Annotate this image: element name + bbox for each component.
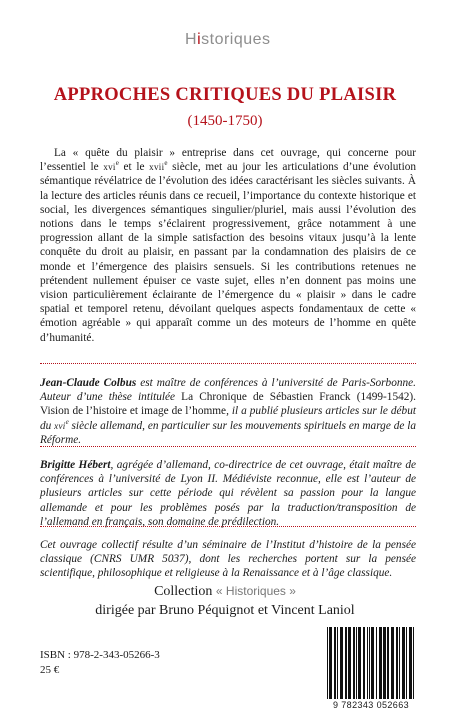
century-17-sup: e	[164, 159, 168, 168]
barcode-digits: 9 782343 052663	[332, 700, 410, 710]
collection-directors: dirigée par Bruno Péquignot et Vincent Laniol	[95, 603, 355, 618]
barcode-bar	[363, 627, 365, 699]
series-logo-rest: storiques	[201, 31, 271, 48]
thesis-title: La Chronique de Sébastien Franck (1499-1542). Vision de l’histoire et image de l’homme	[40, 391, 416, 418]
collection-info	[0, 582, 450, 620]
collection-series-name: « Historiques »	[215, 584, 296, 598]
century-16-bio: xvi	[54, 420, 66, 431]
author-bio-text-3: siècle allemand, en particulier sur les mouvements spirituels en marge de la Réforme.	[40, 419, 417, 446]
seminar-note: Cet ouvrage collectif résulte d’un séminaire de l’Institut d’histoire de la pensée classique (CNRS UMR 5037), dont les recherches portent sur la pensée scientifique, philosophique et religieuse à la Renaissance et à l’âge classique.	[40, 539, 416, 580]
author-bio-hebert	[40, 458, 416, 529]
intro-paragraph	[40, 146, 416, 345]
price: 25 €	[40, 664, 60, 676]
barcode-bar	[413, 627, 414, 699]
author-name-hebert: Brigitte Hébert	[40, 459, 111, 471]
series-logo	[185, 31, 271, 49]
barcode-bar	[371, 627, 374, 699]
book-title: APPROCHES CRITIQUES DU PLAISIR	[53, 85, 397, 105]
barcode-bar	[327, 627, 328, 699]
book-dates: (1450-1750)	[187, 113, 263, 129]
series-logo-prefix: H	[185, 31, 198, 48]
intro-text-2: et le	[118, 161, 150, 174]
author-bio-hebert-text: , agrégée d’allemand, co-directrice de cet ouvrage, était maître de conférences à l’université de Lyon II. Médiéviste reconnue, elle est l’auteur de plusieurs articles sur cette période qui révèlent sa passion pour la langue allemande et pour les problèmes posés par la traduction/transposition de l’allemand en français, son domaine de prédilection.	[40, 459, 416, 528]
barcode-bar	[334, 627, 336, 699]
author-name-colbus: Jean-Claude Colbus	[40, 377, 137, 389]
barcode-bar	[396, 627, 398, 699]
isbn: ISBN : 978-2-343-05266-3	[40, 649, 160, 661]
intro-text-1: La « quête du plaisir » entreprise dans cet ouvrage, qui concerne pour l’essentiel le	[40, 147, 416, 174]
barcode-bar	[369, 627, 370, 699]
barcode-bar	[402, 627, 405, 699]
century-16-bio-sup: e	[65, 417, 69, 426]
barcode-bars	[325, 627, 417, 699]
barcode-bar	[329, 627, 332, 699]
century-16-sup: e	[115, 159, 119, 168]
author-bio-colbus	[40, 376, 416, 447]
divider	[40, 446, 416, 447]
barcode-bar	[406, 627, 407, 699]
century-16: xvi	[103, 162, 116, 173]
barcode-bar	[409, 627, 412, 699]
century-17: xvii	[149, 162, 165, 173]
barcode-bar	[337, 627, 338, 699]
barcode-bar	[383, 627, 386, 699]
barcode-bar	[376, 627, 377, 699]
barcode-bar	[399, 627, 400, 699]
barcode-bar	[391, 627, 394, 699]
intro-text-3: siècle, met au jour les articulations d’une évolution sémantique révélatrice de l’évolution des idées caractérisant les siècles suivants. À la lecture des articles réunis dans ce recueil, l’importance du contexte historique et social, les divergences sémantiques singulier/pluriel, mais aussi l’évolution des notions dans le temps s’éclairent progressivement, grâce notamment à une progression allant de la simple satisfaction des besoins vitaux jusqu’à la lente conquête du droit au plaisir, en passant par la condamnation des plaisirs de ce monde et l’émergence des plaisirs sensuels. Si les contributions retenues ne prétendent nullement épuiser ce vaste sujet, elles n’en donnent pas moins une vision particulièrement éclairante de l’émergence du « plaisir » dans le cadre spatial et temporel retenu, dévoilant quelques aspects fondamentaux de cette « émotion agréable » qui apparaît comme un des moteurs de l’homme en quête d’humanité.	[40, 161, 417, 344]
barcode	[325, 627, 417, 699]
author-bio-text-1: est maître de conférences à l’université de Paris-Sorbonne. Auteur d’une thèse intitulée	[40, 377, 416, 404]
author-bio-text-2: , il a publié plusieurs articles sur le début du	[40, 405, 416, 432]
collection-line	[0, 582, 450, 601]
barcode-bar	[348, 627, 351, 699]
barcode-bar	[379, 627, 382, 699]
barcode-bar	[340, 627, 343, 699]
barcode-bar	[356, 627, 357, 699]
divider	[40, 363, 416, 364]
divider	[40, 526, 416, 527]
barcode-bar	[353, 627, 355, 699]
barcode-bar	[345, 627, 347, 699]
barcode-bar	[358, 627, 361, 699]
barcode-bar	[367, 627, 368, 699]
barcode-bar	[387, 627, 389, 699]
series-logo-accent-letter: i	[197, 31, 202, 48]
collection-label: Collection	[154, 584, 213, 599]
